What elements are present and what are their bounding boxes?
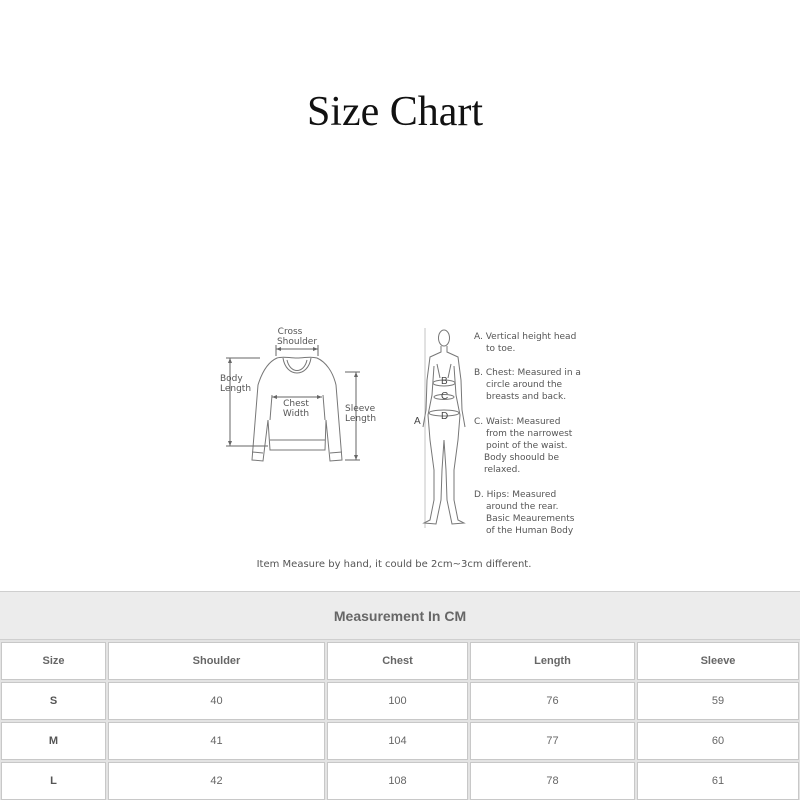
legend-line: A. Vertical height head bbox=[474, 332, 577, 342]
legend-line: from the narrowest bbox=[486, 429, 573, 439]
legend-line: of the Human Body bbox=[486, 526, 574, 536]
legend-line: B. Chest: Measured in a bbox=[474, 368, 581, 378]
legend-c bbox=[474, 417, 573, 475]
table-caption: Measurement In CM bbox=[0, 591, 800, 640]
page-title: Size Chart bbox=[306, 89, 484, 135]
legend-a bbox=[474, 332, 576, 354]
table-cell: 100 bbox=[327, 682, 468, 720]
legend-line: breasts and back. bbox=[486, 392, 567, 402]
size-table bbox=[0, 591, 800, 800]
human-body-illustration bbox=[423, 330, 465, 524]
header-length: Length bbox=[470, 642, 635, 680]
letter-c: C bbox=[441, 391, 449, 402]
letter-b: B bbox=[441, 376, 448, 387]
table-cell: 78 bbox=[470, 762, 635, 800]
table-grid bbox=[0, 640, 800, 800]
legend-line: Basic Meaurements bbox=[486, 514, 575, 524]
table-cell-size: M bbox=[1, 722, 106, 760]
legend-line: Body shoould be bbox=[484, 453, 560, 463]
cross-shoulder-label-1: Cross bbox=[277, 327, 303, 337]
legend-line: around the rear. bbox=[486, 502, 559, 512]
legend-line: circle around the bbox=[486, 380, 563, 390]
cross-shoulder-label-2: Shoulder bbox=[276, 337, 318, 347]
legend-line: D. Hips: Measured bbox=[474, 490, 557, 500]
chest-width-label-1: Chest bbox=[283, 399, 309, 409]
table-cell: 59 bbox=[637, 682, 799, 720]
legend-line: to toe. bbox=[486, 344, 516, 354]
legend-line: C. Waist: Measured bbox=[474, 417, 561, 427]
body-length-label-1: Body bbox=[220, 374, 243, 384]
table-cell: 60 bbox=[637, 722, 799, 760]
body-length-label-2: Length bbox=[220, 384, 252, 394]
table-cell-size: S bbox=[1, 682, 106, 720]
table-cell: 41 bbox=[108, 722, 325, 760]
table-cell: 42 bbox=[108, 762, 325, 800]
sleeve-length-label-1: Sleeve bbox=[345, 404, 376, 414]
legend-b bbox=[474, 368, 581, 402]
measure-note: Item Measure by hand, it could be 2cm~3cm different. bbox=[256, 559, 532, 570]
header-sleeve: Sleeve bbox=[637, 642, 799, 680]
legend-line: relaxed. bbox=[484, 465, 521, 475]
chest-width-label-2: Width bbox=[282, 409, 310, 419]
header-shoulder: Shoulder bbox=[108, 642, 325, 680]
table-cell: 104 bbox=[327, 722, 468, 760]
legend-line: point of the waist. bbox=[486, 441, 568, 451]
table-cell: 76 bbox=[470, 682, 635, 720]
sleeve-length-label-2: Length bbox=[345, 414, 377, 424]
table-cell: 77 bbox=[470, 722, 635, 760]
table-cell: 40 bbox=[108, 682, 325, 720]
header-chest: Chest bbox=[327, 642, 468, 680]
header-size: Size bbox=[1, 642, 106, 680]
table-cell: 61 bbox=[637, 762, 799, 800]
table-cell: 108 bbox=[327, 762, 468, 800]
letter-d: D bbox=[441, 411, 449, 422]
letter-a: A bbox=[414, 416, 421, 427]
table-cell-size: L bbox=[1, 762, 106, 800]
legend-d bbox=[474, 490, 575, 536]
